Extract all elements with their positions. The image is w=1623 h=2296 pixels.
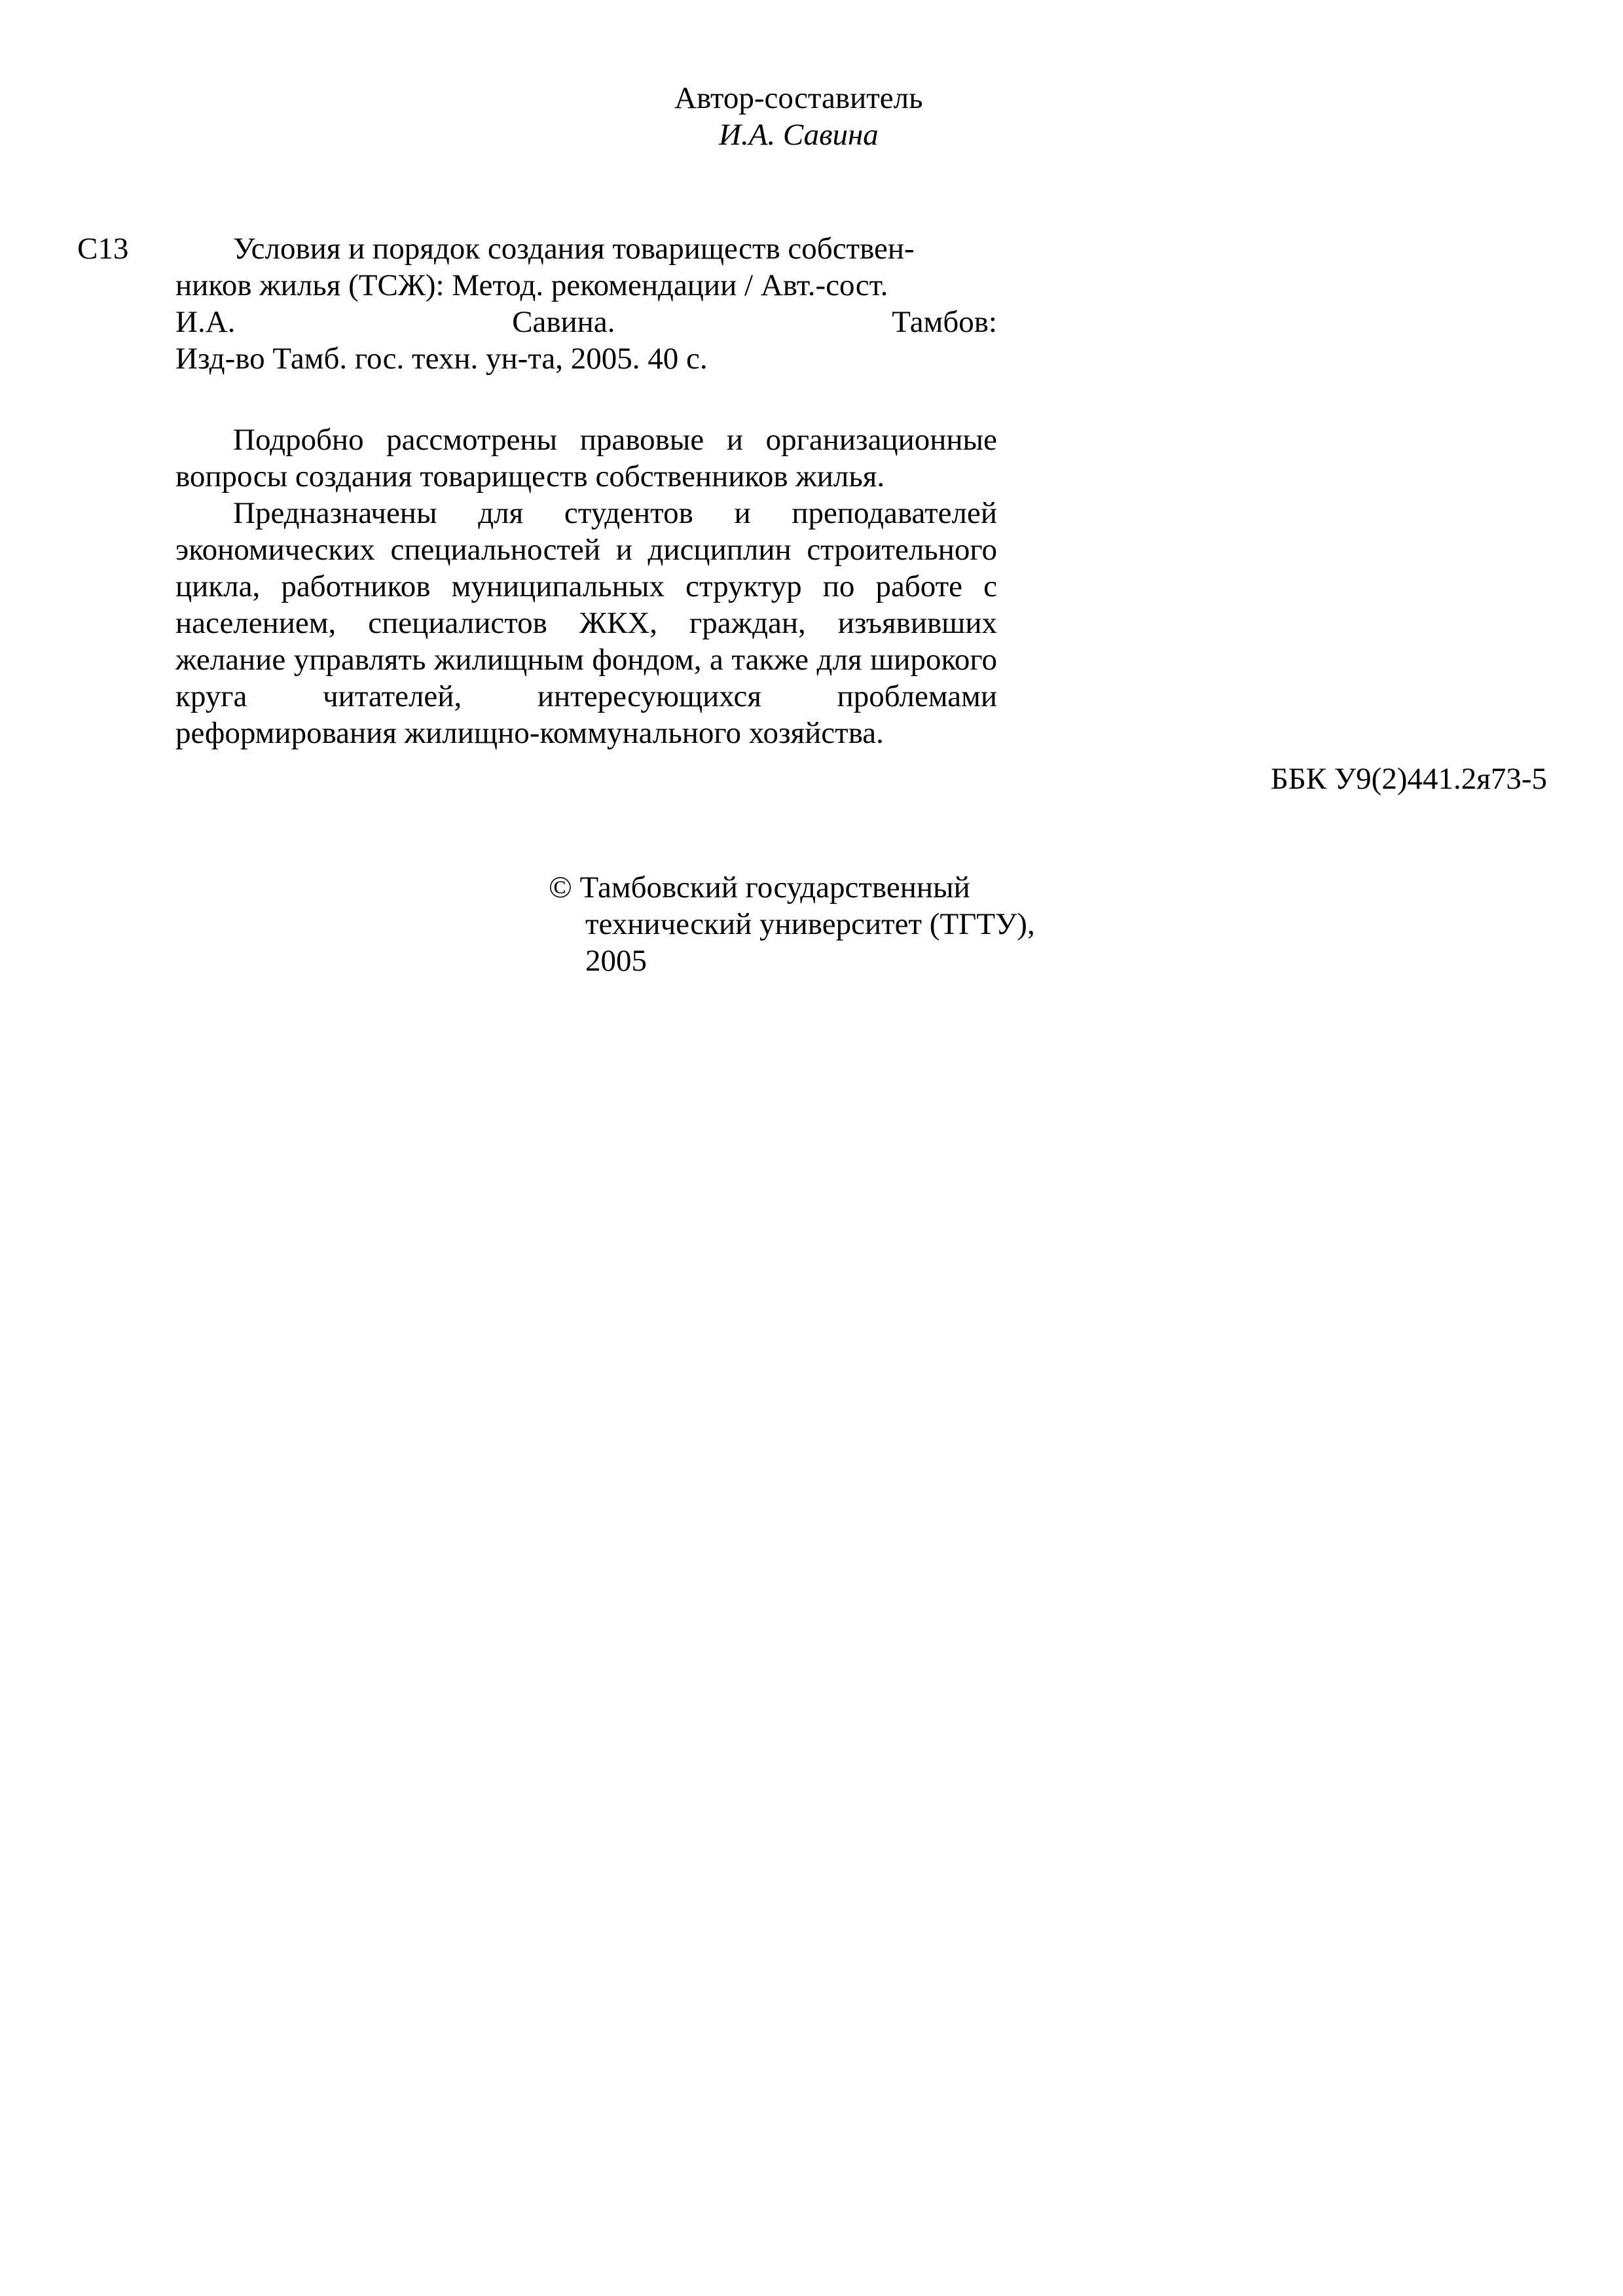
biblio-author-surname: Савина. (512, 305, 615, 339)
copyright-block (549, 869, 1138, 979)
biblio-line-4: Изд-во Тамб. гос. техн. ун-та, 2005. 40 с. (175, 342, 708, 376)
copyright-year: 2005 (585, 944, 647, 978)
annotation (175, 422, 997, 751)
biblio-line-2: ников жилья (ТСЖ): Метод. рекомендации / Авт.-сост. (175, 268, 888, 302)
copyright-line-1: © Тамбовский государственный (549, 870, 970, 905)
author-block (674, 80, 1015, 153)
biblio-line-1: Условия и порядок создания товариществ собствен- (233, 232, 915, 266)
classification-code: С13 (77, 232, 129, 266)
biblio-line-3 (175, 304, 997, 340)
bibliographic-record (175, 230, 997, 377)
bbk-index: ББК У9(2)441.2я73-5 (1270, 762, 1547, 796)
copyright-line-2: технический университет (ТГТУ), (585, 907, 1035, 941)
annotation-paragraph-2: Предназначены для студентов и преподавателей экономических специальностей и дисциплин строительного цикла, работников муниципальных структур по работе с населением, специалистов ЖКХ, граждан, изъявивших желание управлять жилищным фондом, а также для широкого круга читателей, интересующихся проблемами реформирования жилищно-коммунального хозяйства. (175, 496, 997, 750)
biblio-author-initials: И.А. (175, 305, 236, 339)
author-role: Автор-составитель (674, 81, 923, 115)
author-name: И.А. Савина (719, 118, 879, 152)
biblio-city: Тамбов: (892, 305, 997, 339)
annotation-paragraph-1: Подробно рассмотрены правовые и организационные вопросы создания товариществ собственников жилья. (175, 423, 997, 493)
